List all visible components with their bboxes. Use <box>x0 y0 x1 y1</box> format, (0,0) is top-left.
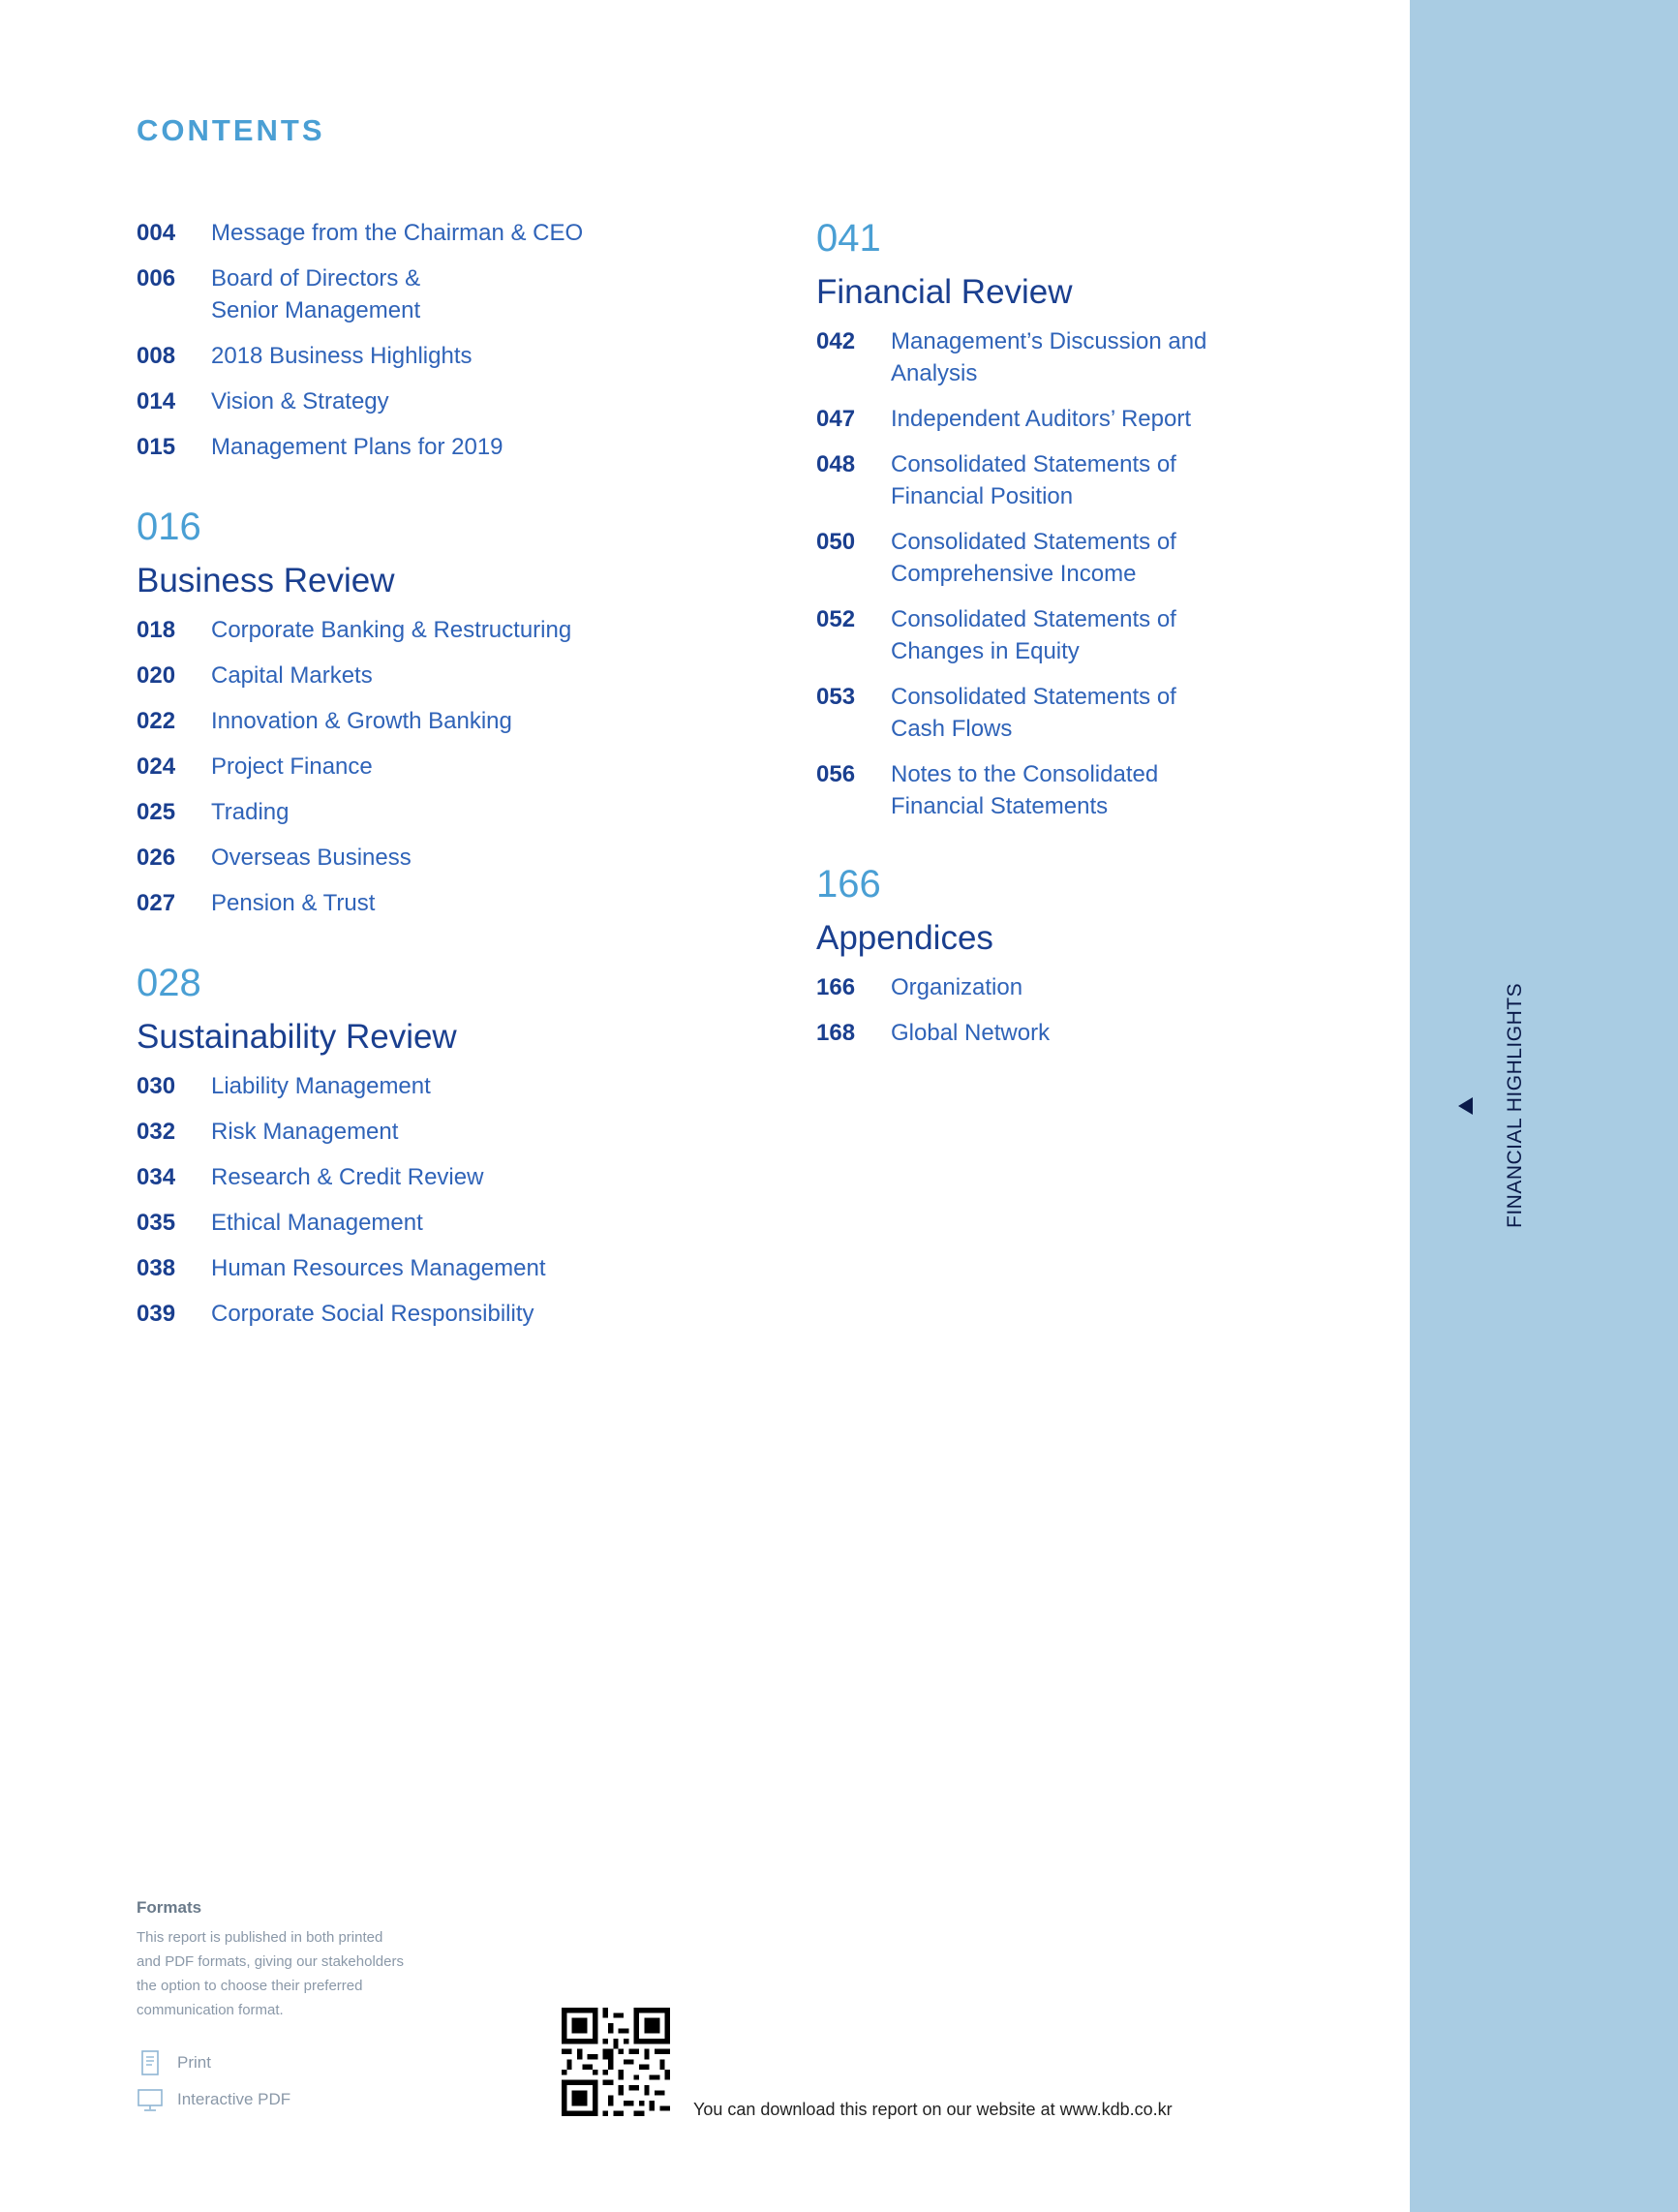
toc-intro-list <box>137 217 679 463</box>
toc-entry[interactable] <box>816 448 1320 512</box>
toc-entry-label: Consolidated Statements of Financial Position <box>891 451 1176 509</box>
toc-entry[interactable] <box>137 1161 679 1193</box>
toc-page-number: 026 <box>137 845 176 871</box>
toc-entry[interactable] <box>137 1207 679 1239</box>
monitor-icon <box>137 2086 164 2113</box>
toc-entry[interactable] <box>137 431 679 463</box>
toc-left-column <box>137 217 679 1343</box>
toc-page-number: 008 <box>137 343 176 369</box>
toc-entry[interactable] <box>137 385 679 417</box>
toc-entry-label: Notes to the Consolidated Financial Statements <box>891 761 1159 819</box>
toc-entry[interactable] <box>816 403 1320 435</box>
triangle-left-icon[interactable] <box>1458 1097 1473 1115</box>
formats-block <box>137 1898 446 2113</box>
toc-page-number: 056 <box>816 761 856 787</box>
toc-entry-label: Consolidated Statements of Changes in Equity <box>891 606 1176 664</box>
toc-entry-label: Board of Directors & Senior Management <box>211 265 421 323</box>
toc-page-number: 042 <box>816 328 856 354</box>
toc-entry-label: Corporate Banking & Restructuring <box>211 617 572 643</box>
toc-entry[interactable] <box>816 325 1320 389</box>
toc-right-column <box>816 215 1320 1062</box>
toc-entry-label: Global Network <box>891 1020 1051 1046</box>
toc-entry[interactable] <box>137 1298 679 1330</box>
section-business-review <box>137 504 679 919</box>
toc-page-number: 039 <box>137 1301 176 1327</box>
section-number: 016 <box>137 506 201 548</box>
toc-entry-label: Ethical Management <box>211 1210 423 1236</box>
toc-entry-label: Project Finance <box>211 753 373 780</box>
toc-entry-label: Consolidated Statements of Comprehensive Income <box>891 529 1176 587</box>
sidebar-tab-financial-highlights[interactable]: FINANCIAL HIGHLIGHTS <box>1504 982 1526 1228</box>
toc-page-number: 020 <box>137 662 176 689</box>
toc-entry[interactable] <box>816 603 1320 667</box>
toc-entry-label: Vision & Strategy <box>211 388 389 415</box>
toc-page-number: 032 <box>137 1119 176 1145</box>
section-number: 041 <box>816 217 881 260</box>
toc-page-number: 053 <box>816 684 856 710</box>
toc-page-number: 038 <box>137 1255 176 1281</box>
toc-page-number: 025 <box>137 799 176 825</box>
toc-entry[interactable] <box>137 887 679 919</box>
section-title[interactable]: Sustainability Review <box>137 1018 457 1056</box>
toc-entry[interactable] <box>816 681 1320 745</box>
page-title: CONTENTS <box>137 113 325 147</box>
toc-entry-label: Capital Markets <box>211 662 373 689</box>
toc-page-number: 166 <box>816 974 856 1000</box>
toc-entry[interactable] <box>137 217 679 249</box>
toc-page-number: 168 <box>816 1020 856 1046</box>
toc-entry-label: Message from the Chairman & CEO <box>211 220 584 246</box>
format-interactive-pdf[interactable] <box>137 2086 446 2113</box>
toc-page-number: 018 <box>137 617 176 643</box>
toc-entry-label: Innovation & Growth Banking <box>211 708 512 734</box>
toc-page-number: 015 <box>137 434 176 460</box>
toc-entry-label: Management’s Discussion and Analysis <box>891 328 1207 386</box>
toc-entry[interactable] <box>137 751 679 783</box>
toc-page-number: 027 <box>137 890 176 916</box>
toc-entry[interactable] <box>137 1252 679 1284</box>
toc-entry[interactable] <box>816 526 1320 590</box>
toc-entry-label: Management Plans for 2019 <box>211 434 503 460</box>
toc-page-number: 006 <box>137 265 176 292</box>
section-number: 166 <box>816 863 881 906</box>
print-document-icon <box>137 2049 164 2076</box>
toc-page-number: 004 <box>137 220 176 246</box>
toc-entry-label: Independent Auditors’ Report <box>891 406 1191 432</box>
format-print[interactable] <box>137 2049 446 2076</box>
toc-entry-label: Overseas Business <box>211 845 412 871</box>
toc-entry[interactable] <box>137 705 679 737</box>
toc-entry-label: Consolidated Statements of Cash Flows <box>891 684 1176 742</box>
toc-page-number: 052 <box>816 606 856 632</box>
toc-entry-label: Research & Credit Review <box>211 1164 484 1190</box>
toc-page-number: 024 <box>137 753 176 780</box>
toc-entry[interactable] <box>816 971 1320 1003</box>
toc-page-number: 030 <box>137 1073 176 1099</box>
sidebar-panel <box>1410 0 1678 2212</box>
toc-entry[interactable] <box>137 614 679 646</box>
download-note: You can download this report on our website at www.kdb.co.kr <box>693 2100 1173 2119</box>
section-title[interactable]: Financial Review <box>816 273 1073 311</box>
toc-entry[interactable] <box>137 796 679 828</box>
toc-entry[interactable] <box>137 1116 679 1148</box>
toc-entry-label: Human Resources Management <box>211 1255 546 1281</box>
section-appendices <box>816 861 1320 1049</box>
section-financial-review <box>816 215 1320 822</box>
toc-entry[interactable] <box>137 842 679 874</box>
toc-entry[interactable] <box>137 340 679 372</box>
toc-entry-label: Risk Management <box>211 1119 399 1145</box>
toc-page-number: 022 <box>137 708 176 734</box>
toc-page-number: 047 <box>816 406 856 432</box>
toc-entry-label: Trading <box>211 799 290 825</box>
toc-entry[interactable] <box>137 262 679 326</box>
toc-entry-label: 2018 Business Highlights <box>211 343 473 369</box>
toc-entry[interactable] <box>816 1017 1320 1049</box>
toc-page-number: 034 <box>137 1164 176 1190</box>
toc-entry-label: Pension & Trust <box>211 890 376 916</box>
toc-page-number: 050 <box>816 529 856 555</box>
format-pdf-label: Interactive PDF <box>177 2090 291 2108</box>
toc-page-number: 014 <box>137 388 176 415</box>
toc-entry[interactable] <box>137 1070 679 1102</box>
toc-entry[interactable] <box>137 660 679 691</box>
section-title[interactable]: Appendices <box>816 919 993 957</box>
toc-page-number: 048 <box>816 451 856 477</box>
toc-entry-label: Corporate Social Responsibility <box>211 1301 534 1327</box>
toc-entry-label: Organization <box>891 974 1023 1000</box>
qr-code[interactable] <box>562 2008 670 2116</box>
formats-title: Formats <box>137 1898 202 1917</box>
section-title[interactable]: Business Review <box>137 562 395 599</box>
section-number: 028 <box>137 962 201 1004</box>
format-print-label: Print <box>177 2053 211 2072</box>
formats-description: This report is published in both printed and PDF formats, giving our stakeholders the option to choose their preferred communication format. <box>137 1929 404 2018</box>
toc-entry-label: Liability Management <box>211 1073 431 1099</box>
toc-entry[interactable] <box>816 758 1320 822</box>
section-sustainability-review <box>137 960 679 1330</box>
toc-page-number: 035 <box>137 1210 176 1236</box>
